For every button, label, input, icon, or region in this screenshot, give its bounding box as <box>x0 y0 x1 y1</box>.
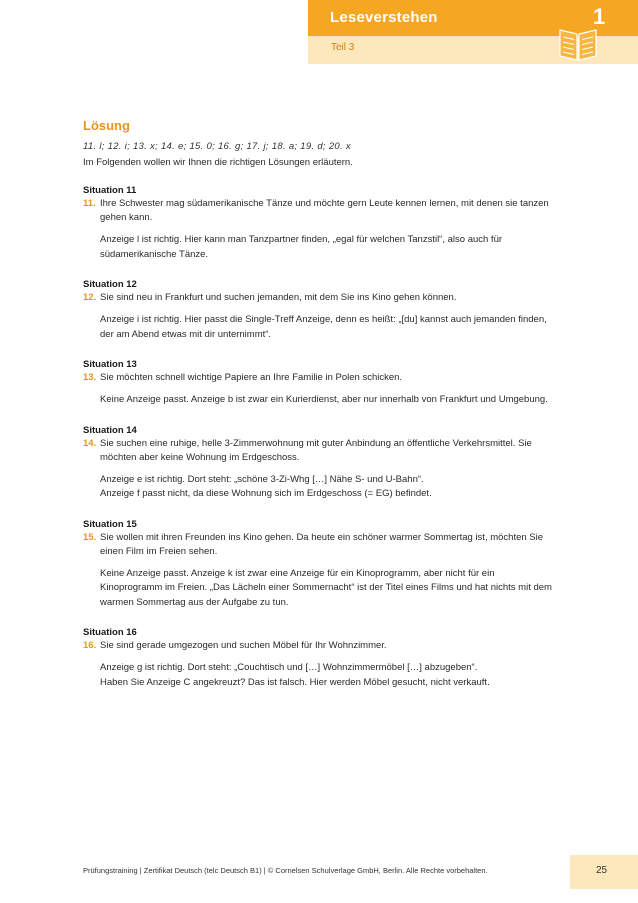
explanation-line: Anzeige g ist richtig. Dort steht: „Couchtisch und […] Wohnzimmermöbel […] abzugeben“. <box>100 662 478 673</box>
situation-explanation <box>83 567 553 611</box>
situation-task-text: Ihre Schwester mag südamerikanische Tänze und möchte gern Leute kennen lernen, mit denen sie tanzen gehen kann. <box>100 198 549 223</box>
situation-title: Situation 13 <box>83 359 137 370</box>
situation-task-text: Sie suchen eine ruhige, helle 3-Zimmerwohnung mit guter Anbindung an öffentliche Verkehrsmittel. Sie möchten aber keine Wohnung im Erdgeschoss. <box>100 437 532 463</box>
situation-block <box>83 424 553 502</box>
explanation-line: Anzeige e ist richtig. Dort steht: „schöne 3-Zi-Whg […] Nähe S- und U-Bahn“. <box>100 473 424 485</box>
situation-explanation <box>83 473 553 502</box>
situation-task-text: Sie sind gerade umgezogen und suchen Möbel für Ihr Wohnzimmer. <box>100 640 387 651</box>
situation-title: Situation 15 <box>83 518 137 530</box>
answer-key: 11. l; 12. i; 13. x; 14. e; 15. 0; 16. g; 17. j; 18. a; 19. d; 20. x <box>83 141 351 152</box>
situation-title: Situation 12 <box>83 279 137 290</box>
situation-task <box>83 291 553 305</box>
main-content <box>83 118 553 706</box>
explanation-line: Anzeige f passt nicht, da diese Wohnung sich im Erdgeschoss (= EG) befindet. <box>100 488 432 499</box>
situation-number: 16. <box>83 640 97 651</box>
situation-title: Situation 14 <box>83 424 137 436</box>
situation-task-text: Sie wollen mit ihren Freunden ins Kino gehen. Da heute ein schöner warmer Sommertag ist, möchten Sie einen Film im Freien sehen. <box>100 531 544 557</box>
situation-title: Situation 16 <box>83 627 137 638</box>
explanation-line: Keine Anzeige passt. Anzeige k ist zwar eine Anzeige für ein Kinoprogramm, aber nicht für ein Kinoprogramm im Freien. „Das Lächeln einer Sommernacht“ ist der Titel eines Films und hat nichts mit dem warmen Sommertag aus der Aufgabe zu tun. <box>100 567 552 608</box>
situation-explanation <box>83 313 553 342</box>
situation-block <box>83 626 553 690</box>
explanation-line: Keine Anzeige passt. Anzeige b ist zwar ein Kurierdienst, aber nur innerhalb von Frankfurt und Umgebung. <box>100 394 548 405</box>
explanation-line: Anzeige i ist richtig. Hier passt die Single-Treff Anzeige, denn es heißt: „[du] kannst auch jemanden finden, der am Abend etwas mit dir unternimmt“. <box>100 314 547 340</box>
solution-title: Lösung <box>83 118 130 133</box>
situation-block <box>83 278 553 342</box>
situation-title: Situation 11 <box>83 185 137 196</box>
situation-task-text: Sie möchten schnell wichtige Papiere an Ihre Familie in Polen schicken. <box>100 372 403 383</box>
explanation-line: Haben Sie Anzeige C angekreuzt? Das ist falsch. Hier werden Möbel gesucht, nicht verkauft. <box>100 676 490 688</box>
intro-text: Im Folgenden wollen wir Ihnen die richtigen Lösungen erläutern. <box>83 157 353 168</box>
situation-task <box>83 371 553 385</box>
situation-block <box>83 358 553 408</box>
page-number: 25 <box>596 865 608 876</box>
situation-number: 12. <box>83 292 97 303</box>
situation-number: 15. <box>83 531 97 543</box>
situation-number: 11. <box>83 198 96 209</box>
chapter-number: 1 <box>593 4 606 29</box>
situation-task-text: Sie sind neu in Frankfurt und suchen jemanden, mit dem Sie ins Kino gehen können. <box>100 292 457 303</box>
situation-task <box>83 197 553 225</box>
situations-list <box>83 184 553 690</box>
situation-block <box>83 184 553 262</box>
explanation-line: Anzeige l ist richtig. Hier kann man Tanzpartner finden, „egal für welchen Tanzstil“, also auch für südamerikanische Tänze. <box>100 234 503 260</box>
section-heading: Leseverstehen <box>330 9 438 26</box>
footer-text: Prüfungstraining | Zertifikat Deutsch (telc Deutsch B1) | © Cornelsen Schulverlage GmbH, Berlin. Alle Rechte vorbehalten. <box>83 866 488 875</box>
open-book-icon <box>556 22 600 62</box>
part-label: Teil 3 <box>331 42 355 53</box>
situation-number: 14. <box>83 437 97 449</box>
situation-task <box>83 639 553 653</box>
situation-task <box>83 437 553 465</box>
situation-explanation <box>83 233 553 262</box>
situation-task <box>83 531 553 559</box>
situation-explanation <box>83 661 553 690</box>
situation-number: 13. <box>83 372 97 383</box>
situation-block <box>83 518 553 611</box>
situation-explanation <box>83 393 553 408</box>
